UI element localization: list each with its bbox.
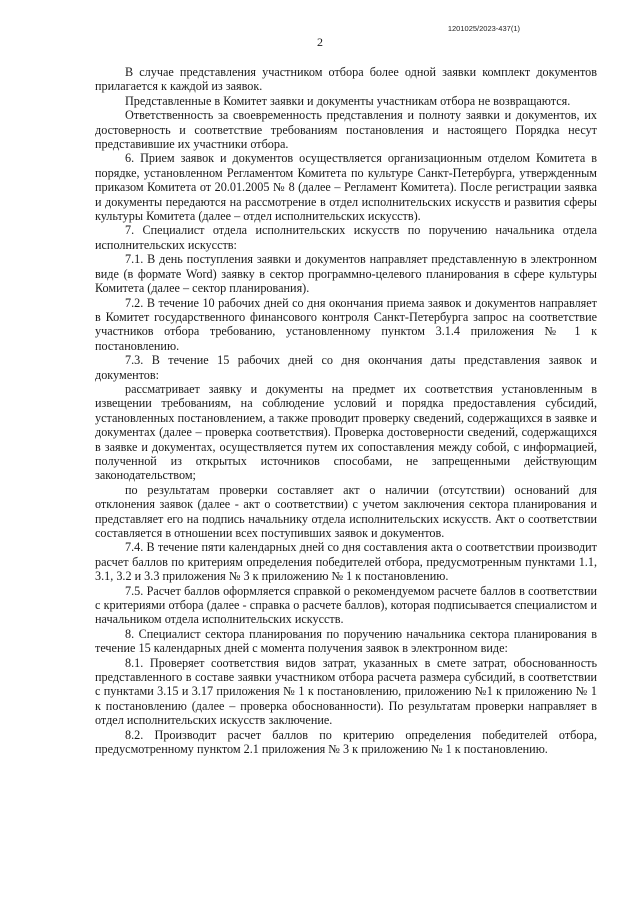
- document-registration-code: 1201025/2023-437(1): [447, 24, 520, 33]
- paragraph: В случае представления участником отбора более одной заявки комплект документов прилагается к каждой из заявок.: [95, 65, 597, 94]
- paragraph: 7.5. Расчет баллов оформляется справкой о рекомендуемом расчете баллов в соответствии с критериями отбора (далее - справка о расчете баллов), которая подписывается специалистом и начальником отдела исполнительских искусств.: [95, 583, 597, 627]
- paragraph: по результатам проверки составляет акт о наличии (отсутствии) оснований для отклонения заявок (далее - акт о соответствии) с учетом заключения сектора планирования и представляет его на подпись начальнику отдела исполнительских искусств. Акт о соответствии составляется в отношении всех поступивших заявок и документов.: [95, 482, 597, 540]
- document-body: [95, 65, 597, 757]
- paragraph: 7.4. В течение пяти календарных дней со дня составления акта о соответствии производит расчет баллов по критериям определения победителей отбора, предусмотренным пунктами 1.1, 3.1, 3.2 и 3.3 приложения № 3 к приложению № 1 к постановлению.: [95, 540, 597, 584]
- paragraph: 7.1. В день поступления заявки и документов направляет представленную в электронном виде (в формате Word) заявку в сектор программно-целевого планирования в сфере культуры Комитета (далее – сектор планирования).: [95, 252, 597, 296]
- paragraph: рассматривает заявку и документы на предмет их соответствия установленным в извещении требованиям, на соблюдение условий и порядка предоставления субсидий, установленных постановлением, а также проводит проверку сведений, содержащихся в заявке и документах (далее – проверка соответствия). Проверка достоверности сведений, содержащихся в заявке и документах, осуществляется путем их сопоставления между собой, с информацией, полученной из открытых источников способами, не запрещенными действующим законодательством;: [95, 381, 597, 483]
- paragraph: 7.2. В течение 10 рабочих дней со дня окончания приема заявок и документов направляет в Комитет государственного финансового контроля Санкт-Петербурга запрос на соответствие участников отбора требованию, установленному пунктом 3.1.4 приложения № 1 к постановлению.: [95, 295, 597, 353]
- paragraph: Представленные в Комитет заявки и документы участникам отбора не возвращаются.: [125, 93, 571, 108]
- paragraph: 7.3. В течение 15 рабочих дней со дня окончания даты представления заявок и документов:: [95, 353, 597, 382]
- paragraph: Ответственность за своевременность представления и полноту заявки и документов, их достоверность и соответствие требованиям постановления и настоящего Порядка несут представившие их участники отбора.: [95, 108, 597, 152]
- paragraph: 8.2. Производит расчет баллов по критерию определения победителей отбора, предусмотренному пунктом 2.1 приложения № 3 к приложению № 1 к постановлению.: [95, 727, 597, 757]
- paragraph: 6. Прием заявок и документов осуществляется организационным отделом Комитета в порядке, установленном Регламентом Комитета по культуре Санкт-Петербурга, утвержденным приказом Комитета от 20.01.2005 № 8 (далее – Регламент Комитета). После регистрации заявка и документы передаются на рассмотрение в отдел исполнительских искусств и развития сферы культуры Комитета (далее – отдел исполнительских искусств).: [95, 151, 597, 224]
- paragraph: 8. Специалист сектора планирования по поручению начальника сектора планирования в течение 15 календарных дней с момента получения заявок в электронном виде:: [95, 626, 597, 656]
- page-number: 2: [317, 35, 323, 49]
- paragraph: 8.1. Проверяет соответствия видов затрат, указанных в смете затрат, обоснованность представленного в составе заявки участником отбора расчета размера субсидий, в соответствии с пунктами 3.15 и 3.17 приложения № 1 к постановлению, приложению №1 к приложению № 1 к постановлению (далее – проверка обоснованности). По результатам проверки направляет в отдел исполнительских искусств заключение.: [95, 655, 597, 728]
- paragraph: 7. Специалист отдела исполнительских искусств по поручению начальника отдела исполнительских искусств:: [95, 223, 597, 252]
